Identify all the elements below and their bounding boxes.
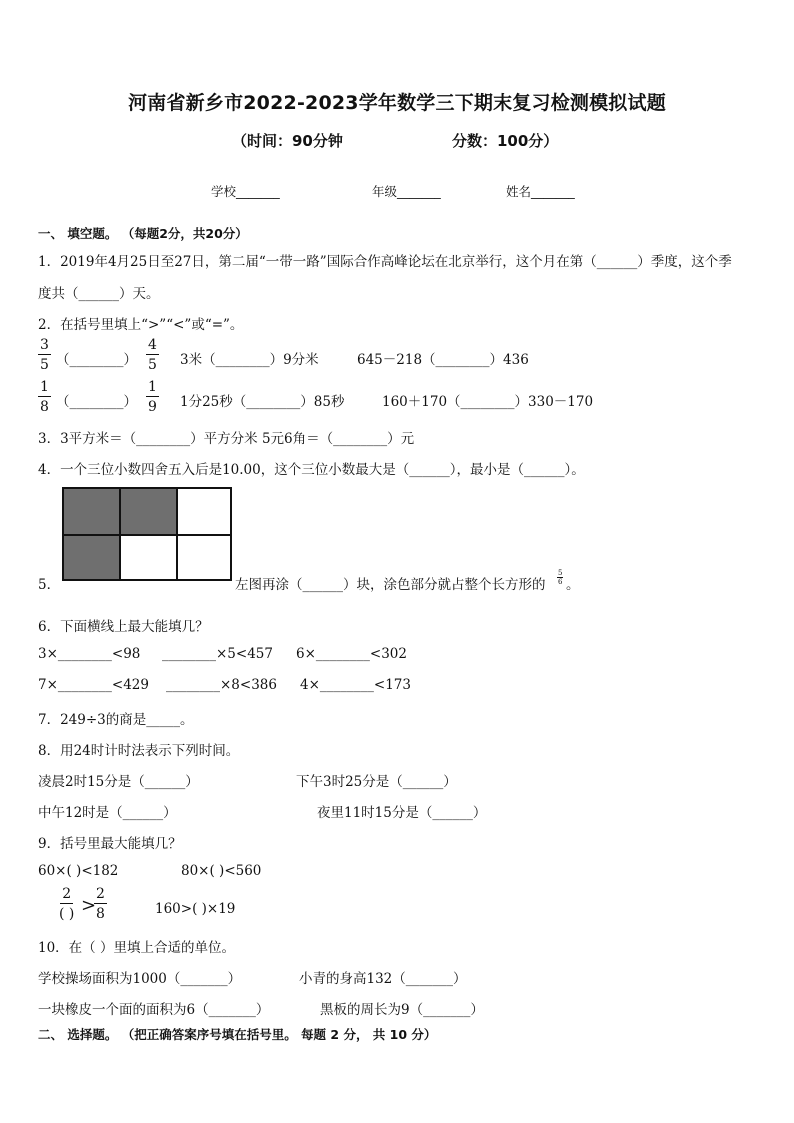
q8-a: 凌晨2时15分是（______） bbox=[38, 774, 199, 790]
q1-line1: 1．2019年4月25日至27日，第二届“一带一路”国际合作高峰论坛在北京举行，这个月在第（______）季度，这个季 bbox=[38, 254, 732, 270]
q8-c: 中午12时是（______） bbox=[38, 805, 177, 821]
fraction-numerator: 2 bbox=[96, 886, 105, 902]
grid-cell-blank bbox=[120, 535, 177, 580]
q2-fraction-4-5 bbox=[146, 338, 159, 372]
fraction-numerator: 1 bbox=[40, 379, 49, 395]
q1-line2: 度共（______）天。 bbox=[38, 286, 160, 302]
name-field: 姓名_______ bbox=[506, 184, 575, 199]
q10-b: 小青的身高132（_______） bbox=[299, 971, 467, 987]
q8-b: 下午3时25分是（______） bbox=[296, 774, 457, 790]
q6-row1-a: 3×________<98 bbox=[38, 646, 141, 662]
q6-row1-c: 6×________<302 bbox=[296, 646, 407, 662]
q5-rectangle-grid bbox=[62, 487, 232, 581]
q9-b: 80×( )<560 bbox=[181, 863, 262, 879]
q6-row2-a: 7×________<429 bbox=[38, 677, 149, 693]
q6-row2-b: ________×8<386 bbox=[166, 677, 277, 693]
q10-c: 一块橡皮一个面的面积为6（_______） bbox=[38, 1002, 270, 1018]
q10-a: 学校操场面积为1000（_______） bbox=[38, 971, 242, 987]
grade-field: 年级_______ bbox=[372, 184, 441, 199]
q2-fraction-1-9 bbox=[146, 380, 159, 414]
q2-blank-2: （________） bbox=[56, 394, 137, 410]
q2-fraction-1-8 bbox=[38, 380, 51, 414]
fraction-denominator: 8 bbox=[96, 906, 105, 922]
q9-prompt: 9．括号里最大能填几？ bbox=[38, 836, 182, 852]
grid-cell-shaded bbox=[63, 535, 120, 580]
page-title: 河南省新乡市2022-2023学年数学三下期末复习检测模拟试题 bbox=[128, 92, 666, 114]
fraction-denominator: 5 bbox=[40, 357, 49, 373]
q9-fraction-left bbox=[59, 887, 74, 921]
q10-prompt: 10．在（ ）里填上合适的单位。 bbox=[38, 940, 235, 956]
fraction-numerator: 4 bbox=[148, 337, 157, 353]
fraction-numerator: 2 bbox=[62, 886, 72, 902]
q10-d: 黑板的周长为9（_______） bbox=[320, 1002, 484, 1018]
q2-blank-1: （________） bbox=[56, 352, 137, 368]
q8-d: 夜里11时15分是（______） bbox=[317, 805, 487, 821]
section-1-heading: 一、 填空题。 （每题2分，共20分） bbox=[38, 226, 248, 241]
fraction-denominator: 8 bbox=[40, 399, 49, 415]
q2-item-c: 1分25秒（________）85秒 bbox=[180, 394, 345, 410]
fraction-numerator: 5 bbox=[558, 569, 563, 577]
q5-number: 5． bbox=[38, 577, 61, 593]
fraction-denominator: 5 bbox=[148, 357, 157, 373]
q2-prompt: 2．在括号里填上“>”“<”或“=”。 bbox=[38, 317, 244, 333]
q5-end: 。 bbox=[566, 577, 580, 593]
q8-prompt: 8．用24时计时法表示下列时间。 bbox=[38, 743, 240, 759]
fraction-denominator: 6 bbox=[558, 578, 563, 586]
q6-row1-b: ________×5<457 bbox=[162, 646, 273, 662]
section-2-heading: 二、 选择题。 （把正确答案序号填在括号里。 每题 2 分， 共 10 分） bbox=[38, 1027, 437, 1042]
q9-c: 160>( )×19 bbox=[155, 901, 236, 917]
fraction-denominator: ( ) bbox=[59, 906, 75, 922]
grid-cell-blank bbox=[177, 535, 231, 580]
fraction-denominator: 9 bbox=[148, 399, 157, 415]
exam-score: 分数：100分） bbox=[452, 132, 559, 150]
q6-row2-c: 4×________<173 bbox=[300, 677, 411, 693]
grid-cell-shaded bbox=[120, 488, 177, 535]
q4-text: 4．一个三位小数四舍五入后是10.00，这个三位小数最大是（______），最小是（______）。 bbox=[38, 462, 585, 478]
q7-text: 7．249÷3的商是_____。 bbox=[38, 712, 194, 728]
q9-a: 60×( )<182 bbox=[38, 863, 119, 879]
q3-text: 3．3平方米＝（________）平方分米 5元6角＝（________）元 bbox=[38, 431, 415, 447]
fraction-numerator: 1 bbox=[148, 379, 157, 395]
q5-fraction bbox=[557, 570, 563, 586]
exam-time: （时间：90分钟 bbox=[232, 132, 343, 150]
q2-item-a: 3米（________）9分米 bbox=[180, 352, 319, 368]
grid-cell-blank bbox=[177, 488, 231, 535]
fraction-numerator: 3 bbox=[40, 337, 49, 353]
q2-item-b: 645－218（________）436 bbox=[357, 352, 529, 368]
q5-text: 左图再涂（______）块，涂色部分就占整个长方形的 bbox=[235, 577, 546, 593]
q9-greater-sign: > bbox=[81, 895, 97, 916]
q2-item-d: 160＋170（________）330－170 bbox=[382, 394, 594, 410]
q9-fraction-right bbox=[94, 887, 107, 921]
school-field: 学校_______ bbox=[211, 184, 280, 199]
grid-cell-shaded bbox=[63, 488, 120, 535]
q2-fraction-3-5 bbox=[38, 338, 51, 372]
q6-prompt: 6．下面横线上最大能填几？ bbox=[38, 619, 209, 635]
